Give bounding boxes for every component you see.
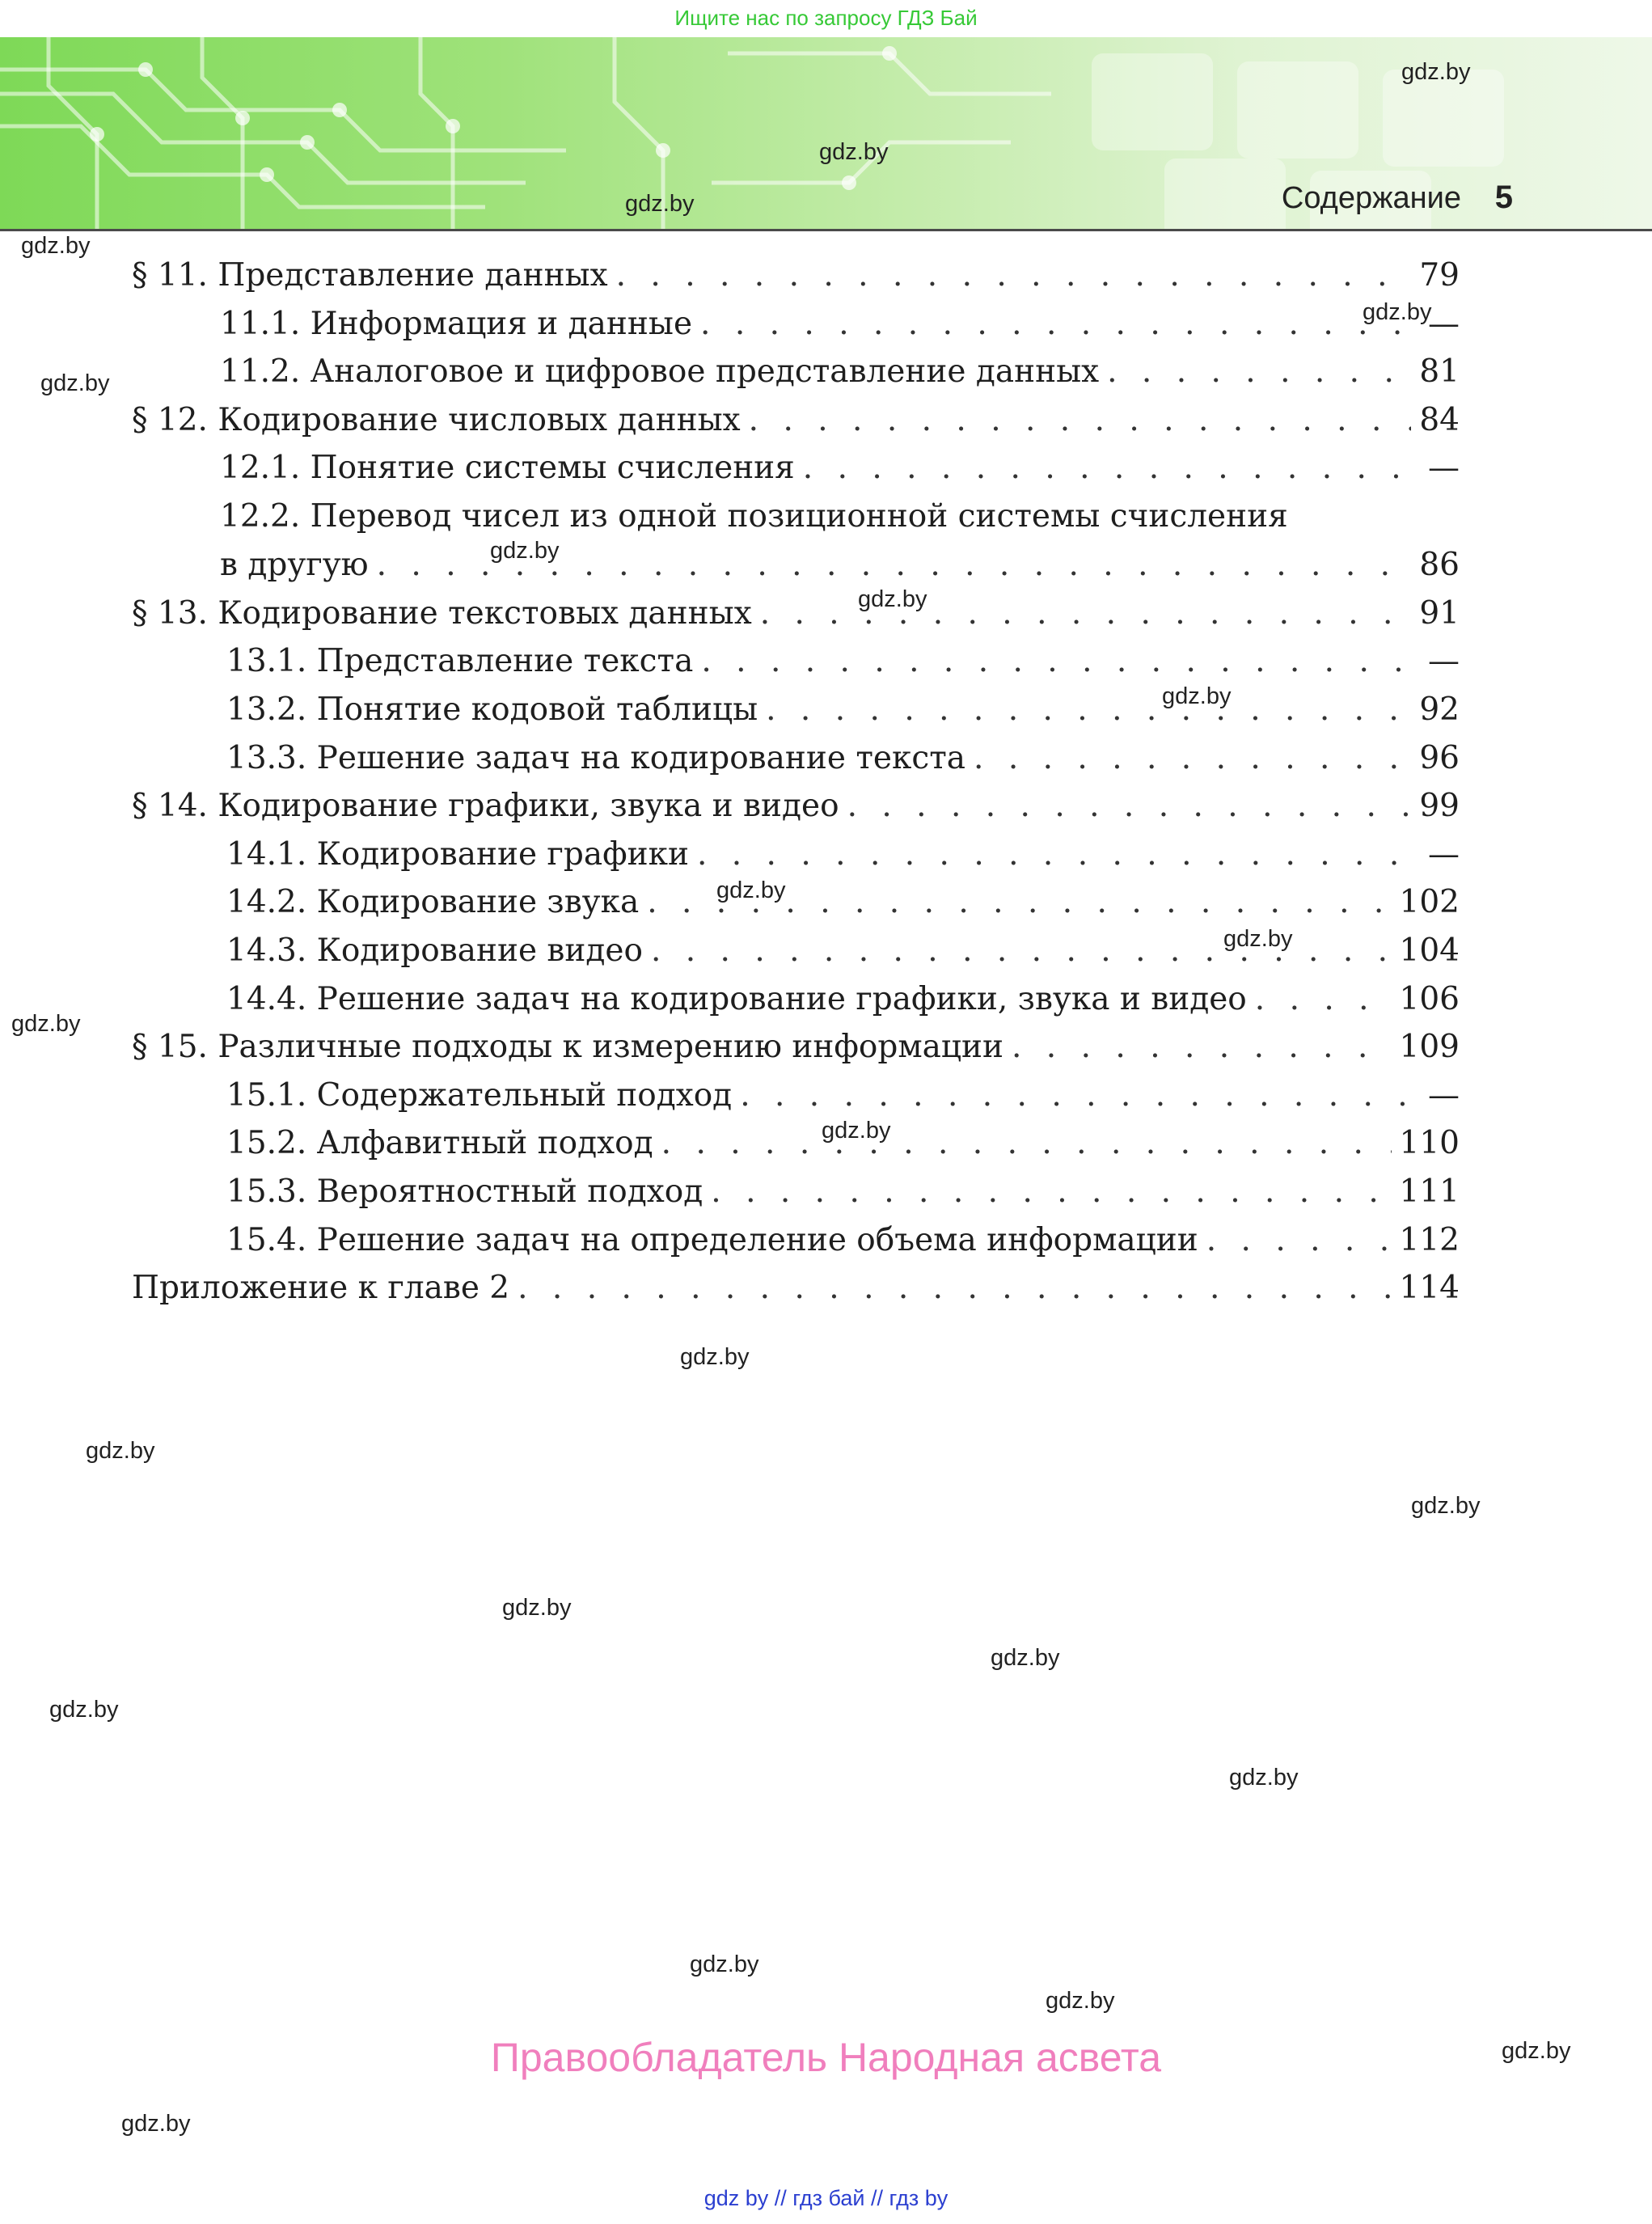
toc-page: 112	[1399, 1222, 1460, 1258]
toc-leader-dots	[766, 691, 1411, 728]
toc-page: 104	[1399, 932, 1460, 969]
toc-entry	[226, 1077, 1460, 1123]
toc-title: 13.2. Понятие кодовой таблицы	[226, 691, 758, 728]
toc-title: § 15. Различные подходы к измерению информации	[132, 1029, 1004, 1065]
watermark: gdz.by	[680, 1344, 750, 1370]
toc-leader-dots	[749, 402, 1411, 438]
watermark: gdz.by	[1411, 1493, 1481, 1519]
toc-leader-dots	[740, 1077, 1411, 1114]
watermark: gdz.by	[1223, 926, 1293, 952]
toc-page: 102	[1399, 884, 1460, 920]
watermark: gdz.by	[1229, 1765, 1299, 1791]
section-title: Содержание	[1281, 181, 1461, 215]
watermark: gdz.by	[86, 1438, 155, 1464]
watermark: gdz.by	[490, 538, 560, 564]
watermark: gdz.by	[502, 1595, 572, 1621]
watermark: gdz.by	[1162, 683, 1232, 709]
toc-title: 15.2. Алфавитный подход	[226, 1125, 653, 1161]
watermark: gdz.by	[716, 877, 786, 903]
footer-links[interactable]: gdz by // гдз бай // гдз by	[703, 2186, 949, 2210]
toc-entry	[226, 1173, 1460, 1219]
toc-leader-dots	[847, 788, 1411, 824]
watermark: gdz.by	[991, 1645, 1060, 1671]
toc-title: 12.1. Понятие системы счисления	[220, 450, 795, 486]
toc-entry	[226, 1222, 1460, 1267]
toc-entry	[226, 691, 1460, 737]
toc-entry	[226, 740, 1460, 785]
toc-leader-dots	[1255, 981, 1392, 1017]
watermark: gdz.by	[1046, 1988, 1115, 2014]
toc-leader-dots	[1012, 1029, 1392, 1065]
watermark: gdz.by	[858, 586, 927, 612]
toc-page: 86	[1419, 547, 1460, 583]
toc-entry	[220, 547, 1460, 592]
toc-entry	[220, 450, 1460, 495]
toc-entry	[132, 788, 1460, 833]
toc-entry	[226, 836, 1460, 882]
toc-entry	[220, 306, 1460, 351]
header-rule	[0, 229, 1652, 231]
toc-page: 91	[1419, 595, 1460, 632]
toc-leader-dots	[1107, 353, 1411, 390]
toc-leader-dots	[701, 643, 1411, 679]
copyright-notice: Правообладатель Народная асвета	[490, 2035, 1162, 2080]
toc-title: 15.3. Вероятностный подход	[226, 1173, 703, 1210]
toc-title: 13.1. Представление текста	[226, 643, 694, 679]
watermark: gdz.by	[1502, 2038, 1571, 2064]
toc-leader-dots	[616, 257, 1411, 294]
toc-leader-dots	[711, 1173, 1391, 1210]
watermark: gdz.by	[1401, 59, 1471, 85]
toc-leader-dots	[661, 1125, 1392, 1161]
toc-title: 14.2. Кодирование звука	[226, 884, 640, 920]
watermark: gdz.by	[625, 191, 695, 217]
toc-title: 15.1. Содержательный подход	[226, 1077, 733, 1114]
toc-page: 84	[1419, 402, 1460, 438]
toc-title: § 14. Кодирование графики, звука и видео	[132, 788, 839, 824]
toc-page: —	[1428, 306, 1460, 342]
toc-title: 11.2. Аналоговое и цифровое представление данных	[220, 353, 1100, 390]
watermark: gdz.by	[49, 1697, 119, 1723]
toc-title: 14.3. Кодирование видео	[226, 932, 643, 969]
toc-entry	[132, 402, 1460, 447]
toc-leader-dots	[974, 740, 1411, 776]
toc-title: Приложение к главе 2	[132, 1270, 510, 1306]
toc-entry	[132, 1029, 1460, 1074]
toc-page: 110	[1399, 1125, 1460, 1161]
toc-entry	[132, 1270, 1460, 1315]
toc-title: § 12. Кодирование числовых данных	[132, 402, 741, 438]
watermark: gdz.by	[11, 1011, 81, 1037]
watermark: gdz.by	[40, 370, 110, 396]
toc-leader-dots	[803, 450, 1411, 486]
toc-entry	[226, 643, 1460, 688]
toc-leader-dots	[1206, 1222, 1392, 1258]
toc-page: 111	[1399, 1173, 1460, 1210]
toc-leader-dots	[697, 836, 1411, 873]
toc-page: 114	[1399, 1270, 1460, 1306]
toc-title: 14.4. Решение задач на кодирование графики, звука и видео	[226, 981, 1247, 1017]
watermark: gdz.by	[690, 1951, 759, 1977]
toc-page: 92	[1419, 691, 1460, 728]
toc-leader-dots	[700, 306, 1411, 342]
toc-page: 81	[1419, 353, 1460, 390]
watermark: gdz.by	[121, 2111, 191, 2137]
toc-title: 14.1. Кодирование графики	[226, 836, 689, 873]
toc-entry	[226, 884, 1460, 929]
toc-page: 109	[1399, 1029, 1460, 1065]
toc-title: 12.2. Перевод чисел из одной позиционной системы счисления	[220, 498, 1288, 535]
toc-page: 79	[1419, 257, 1460, 294]
toc-entry	[220, 353, 1460, 399]
toc-title-continued: в другую	[220, 547, 369, 583]
toc-entry	[132, 595, 1460, 641]
toc-page: —	[1428, 643, 1460, 679]
watermark: gdz.by	[21, 233, 91, 259]
watermark: gdz.by	[822, 1118, 891, 1144]
toc-title: 13.3. Решение задач на кодирование текста	[226, 740, 966, 776]
toc-page: 106	[1399, 981, 1460, 1017]
page-number: 5	[1494, 180, 1513, 215]
toc-page: 99	[1419, 788, 1460, 824]
toc-title: 15.4. Решение задач на определение объема информации	[226, 1222, 1198, 1258]
toc-title: § 11. Представление данных	[132, 257, 608, 294]
top-banner: Ищите нас по запросу ГДЗ Бай	[674, 6, 978, 30]
toc-page: —	[1428, 836, 1460, 873]
toc-page: —	[1428, 450, 1460, 486]
toc-entry	[226, 981, 1460, 1026]
toc-title: 11.1. Информация и данные	[220, 306, 693, 342]
toc-page: —	[1428, 1077, 1460, 1114]
watermark: gdz.by	[819, 139, 889, 165]
toc-leader-dots	[518, 1270, 1391, 1306]
watermark: gdz.by	[1363, 299, 1432, 325]
toc-page: 96	[1419, 740, 1460, 776]
toc-entry	[132, 257, 1460, 302]
toc-title: § 13. Кодирование текстовых данных	[132, 595, 752, 632]
